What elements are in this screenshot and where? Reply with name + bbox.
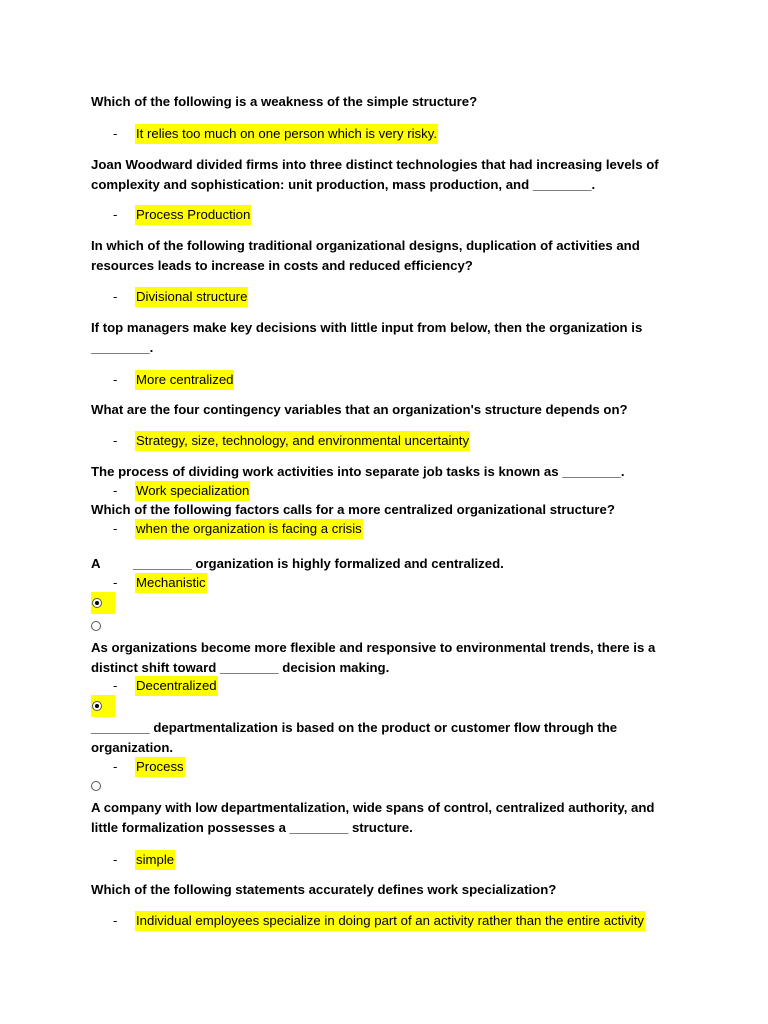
radio-button[interactable] (91, 781, 101, 791)
radio-highlight (91, 695, 115, 717)
question-7: Which of the following factors calls for a more centralized organizational structure? (91, 502, 615, 517)
answer-6 (113, 481, 250, 501)
answer-text: Divisional structure (135, 287, 248, 307)
question-11: A company with low departmentalization, wide spans of control, centralized authority, and little formalization possesses a ________ structure. (91, 800, 655, 835)
radio-button-selected[interactable] (92, 598, 102, 608)
answer-8 (113, 573, 207, 593)
question-prefix: A (91, 556, 101, 571)
bullet-dash: - (113, 575, 118, 590)
bullet-dash: - (113, 207, 118, 222)
answer-text: simple (135, 850, 175, 870)
question-text: ________ organization is highly formalized and centralized. (133, 556, 504, 571)
answer-text: Decentralized (135, 676, 218, 696)
answer-9 (113, 676, 218, 696)
question-5: What are the four contingency variables that an organization's structure depends on? (91, 402, 628, 417)
answer-2 (113, 205, 251, 225)
answer-7 (113, 519, 363, 539)
bullet-dash: - (113, 126, 118, 141)
bullet-dash: - (113, 759, 118, 774)
bullet-dash: - (113, 289, 118, 304)
bullet-dash: - (113, 521, 118, 536)
question-9: As organizations become more flexible and responsive to environmental trends, there is a distinct shift toward ________ decision making. (91, 640, 656, 675)
question-10: ________ departmentalization is based on the product or customer flow through the organization. (91, 720, 618, 755)
bullet-dash: - (113, 678, 118, 693)
answer-text: More centralized (135, 370, 234, 390)
radio-button-selected[interactable] (92, 701, 102, 711)
answer-11 (113, 850, 175, 870)
answer-3 (113, 287, 248, 307)
radio-highlight (91, 592, 115, 614)
answer-text: Process Production (135, 205, 251, 225)
bullet-dash: - (113, 913, 118, 928)
answer-text: Process (135, 757, 185, 777)
question-6: The process of dividing work activities into separate job tasks is known as ________. (91, 464, 625, 479)
answer-text: Mechanistic (135, 573, 207, 593)
answer-text: It relies too much on one person which is very risky. (135, 124, 438, 144)
answer-1 (113, 124, 438, 144)
answer-5 (113, 431, 470, 451)
answer-10 (113, 757, 185, 777)
bullet-dash: - (113, 483, 118, 498)
answer-text: Strategy, size, technology, and environmental uncertainty (135, 431, 470, 451)
bullet-dash: - (113, 852, 118, 867)
answer-12 (113, 911, 645, 931)
answer-text: when the organization is facing a crisis (135, 519, 363, 539)
question-2: Joan Woodward divided firms into three distinct technologies that had increasing levels of complexity and sophistication: unit production, mass production, and ________. (91, 157, 659, 192)
bullet-dash: - (113, 433, 118, 448)
answer-4 (113, 370, 234, 390)
answer-text: Work specialization (135, 481, 250, 501)
bullet-dash: - (113, 372, 118, 387)
question-1: Which of the following is a weakness of the simple structure? (91, 94, 478, 109)
question-12: Which of the following statements accurately defines work specialization? (91, 882, 557, 897)
question-4: If top managers make key decisions with little input from below, then the organization is ________. (91, 320, 643, 355)
question-8 (91, 554, 681, 574)
answer-text: Individual employees specialize in doing part of an activity rather than the entire activity (135, 911, 645, 931)
radio-button[interactable] (91, 621, 101, 631)
question-3: In which of the following traditional organizational designs, duplication of activities and resources leads to increase in costs and reduced efficiency? (91, 238, 640, 273)
